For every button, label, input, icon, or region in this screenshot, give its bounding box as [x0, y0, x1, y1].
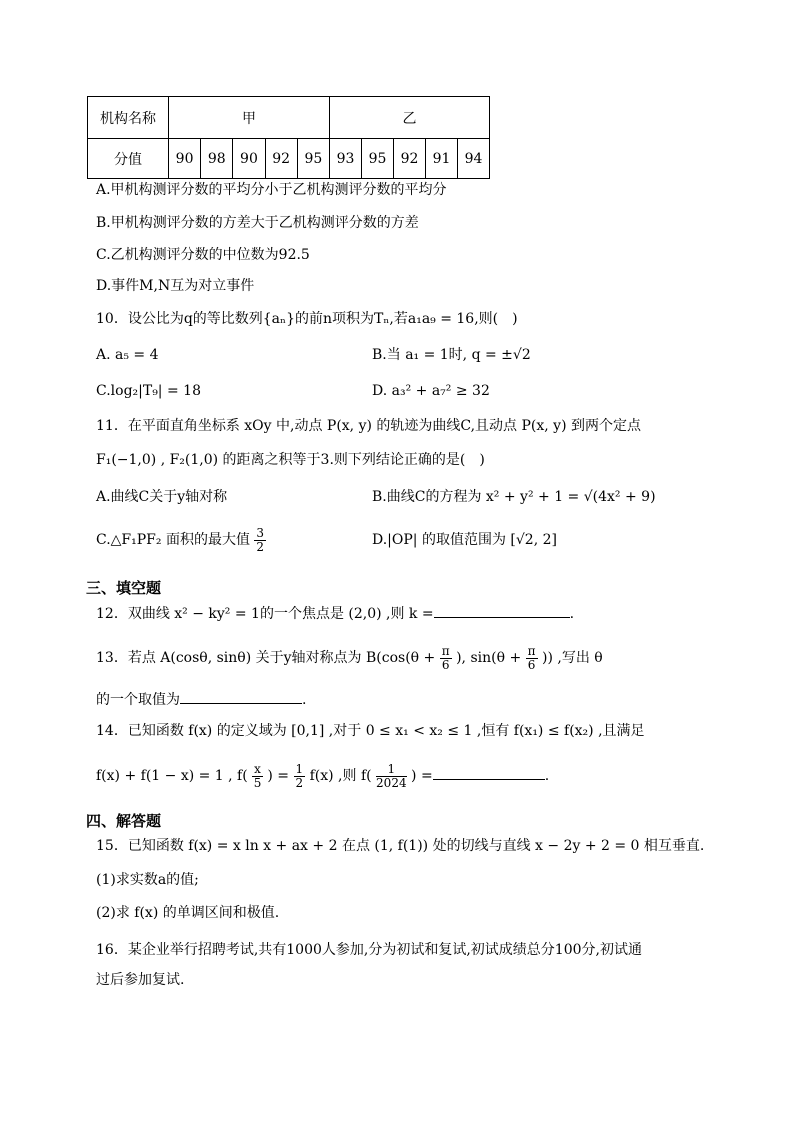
q11-option-c: [96, 522, 266, 558]
q13-text-c: )) ,写出 θ: [542, 650, 603, 666]
table-header-label: 机构名称: [88, 97, 169, 139]
score-cell: 95: [362, 139, 394, 179]
q13-line1: [96, 640, 603, 676]
q16-line2: 过后参加复试.: [96, 972, 185, 988]
q11-option-a: A.曲线C关于y轴对称: [96, 489, 228, 505]
fraction: [254, 527, 266, 554]
answer-blank[interactable]: [433, 765, 545, 780]
q14-text-d: ) =: [411, 768, 433, 784]
fraction-denominator: 6: [527, 657, 536, 672]
q14-line1: 14．已知函数 f(x) 的定义域为 [0,1] ,对于 0 ≤ x₁ < x₂ ≤ 1 ,恒有 f(x₁) ≤ f(x₂) ,且满足: [96, 723, 645, 739]
q9-option-d: D.事件M,N互为对立事件: [96, 278, 255, 294]
q11-option-c-text: C.△F₁PF₂ 面积的最大值: [96, 532, 250, 548]
fraction-numerator: π: [441, 643, 450, 658]
q10-option-a: A. a₅ = 4: [96, 347, 159, 363]
score-cell: 90: [233, 139, 265, 179]
fraction-numerator: x: [254, 761, 261, 776]
fraction-numerator: π: [527, 643, 536, 658]
q11-stem-line2: F₁(−1,0) , F₂(1,0) 的距离之积等于3.则下列结论正确的是( ): [96, 452, 485, 468]
fraction: [376, 763, 407, 790]
section-fill-in-title: 三、填空题: [86, 579, 162, 597]
score-table: [87, 96, 490, 179]
score-cell: 94: [458, 139, 490, 179]
table-header-group-a: 甲: [169, 97, 330, 139]
q16-line1: 16．某企业举行招聘考试,共有1000人参加,分为初试和复试,初试成绩总分100分,初试通: [96, 942, 642, 958]
table-header-group-b: 乙: [330, 97, 490, 139]
q13-text-b: ), sin(θ +: [456, 650, 522, 666]
score-cell: 92: [394, 139, 426, 179]
q10-option-b: B.当 a₁ = 1时, q = ±√2: [372, 347, 531, 363]
score-cell: 91: [426, 139, 458, 179]
score-cell: 90: [169, 139, 201, 179]
fraction-numerator: 1: [295, 761, 304, 776]
q11-stem-line1: 11．在平面直角坐标系 xOy 中,动点 P(x, y) 的轨迹为曲线C,且动点 P(x, y) 到两个定点: [96, 418, 642, 434]
q10-stem: 10．设公比为q的等比数列{aₙ}的前n项积为Tₙ,若a₁a₉ = 16,则( ): [96, 311, 518, 327]
q12-text: 12．双曲线 x² − ky² = 1的一个焦点是 (2,0) ,则 k =: [96, 606, 434, 622]
q12-line: 12．双曲线 x² − ky² = 1的一个焦点是 (2,0) ,则 k = .: [96, 603, 574, 624]
q14-text-b: ) =: [267, 768, 290, 784]
fraction-denominator: 2024: [376, 775, 407, 790]
fraction-denominator: 2: [256, 539, 265, 554]
table-row-label: 分值: [88, 139, 169, 179]
q14-text-a: f(x) + f(1 − x) = 1 , f(: [96, 768, 248, 784]
section-answer-title: 四、解答题: [86, 812, 162, 830]
q11-option-d: D.|OP| 的取值范围为 [√2, 2]: [372, 532, 557, 548]
answer-blank[interactable]: [180, 689, 302, 704]
fraction: [294, 763, 306, 790]
answer-blank[interactable]: [434, 603, 570, 618]
q14-line2: f(x) + f(1 − x) = 1 , f( $\frac{x}{5}$ ) = $\frac{1}{2}$ f(x) ,则 f( $\frac{1}{2024}$ ) = .: [96, 761, 550, 790]
q10-option-c: C.log₂|T₉| = 18: [96, 383, 201, 399]
q9-option-a: A.甲机构测评分数的平均分小于乙机构测评分数的平均分: [96, 182, 447, 198]
q11-option-b: B.曲线C的方程为 x² + y² + 1 = √(4x² + 9): [372, 489, 656, 505]
fraction: [526, 645, 538, 672]
score-cell: 98: [201, 139, 233, 179]
q13-text-line2: 的一个取值为: [96, 692, 180, 708]
fraction-denominator: 6: [441, 657, 450, 672]
score-cell: 95: [297, 139, 329, 179]
score-cell: 92: [265, 139, 297, 179]
q9-option-b: B.甲机构测评分数的方差大于乙机构测评分数的方差: [96, 215, 419, 231]
fraction: [440, 645, 452, 672]
q14-text-c: f(x) ,则 f(: [309, 768, 372, 784]
q13-line2: 的一个取值为 .: [96, 689, 306, 710]
fraction-denominator: 5: [253, 775, 262, 790]
fraction-numerator: 1: [376, 763, 407, 777]
fraction-denominator: 2: [295, 775, 304, 790]
fraction-numerator: 3: [256, 525, 265, 540]
q15-part1: (1)求实数a的值;: [96, 872, 199, 888]
q13-text-a: 13．若点 A(cosθ, sinθ) 关于y轴对称点为 B(cos(θ +: [96, 650, 436, 666]
q10-option-d: D. a₃² + a₇² ≥ 32: [372, 383, 490, 399]
score-cell: 93: [330, 139, 362, 179]
q9-option-c: C.乙机构测评分数的中位数为92.5: [96, 247, 310, 263]
q15-stem: 15．已知函数 f(x) = x ln x + ax + 2 在点 (1, f(1)) 处的切线与直线 x − 2y + 2 = 0 相互垂直.: [96, 838, 705, 854]
fraction: [252, 763, 263, 790]
q15-part2: (2)求 f(x) 的单调区间和极值.: [96, 905, 280, 921]
